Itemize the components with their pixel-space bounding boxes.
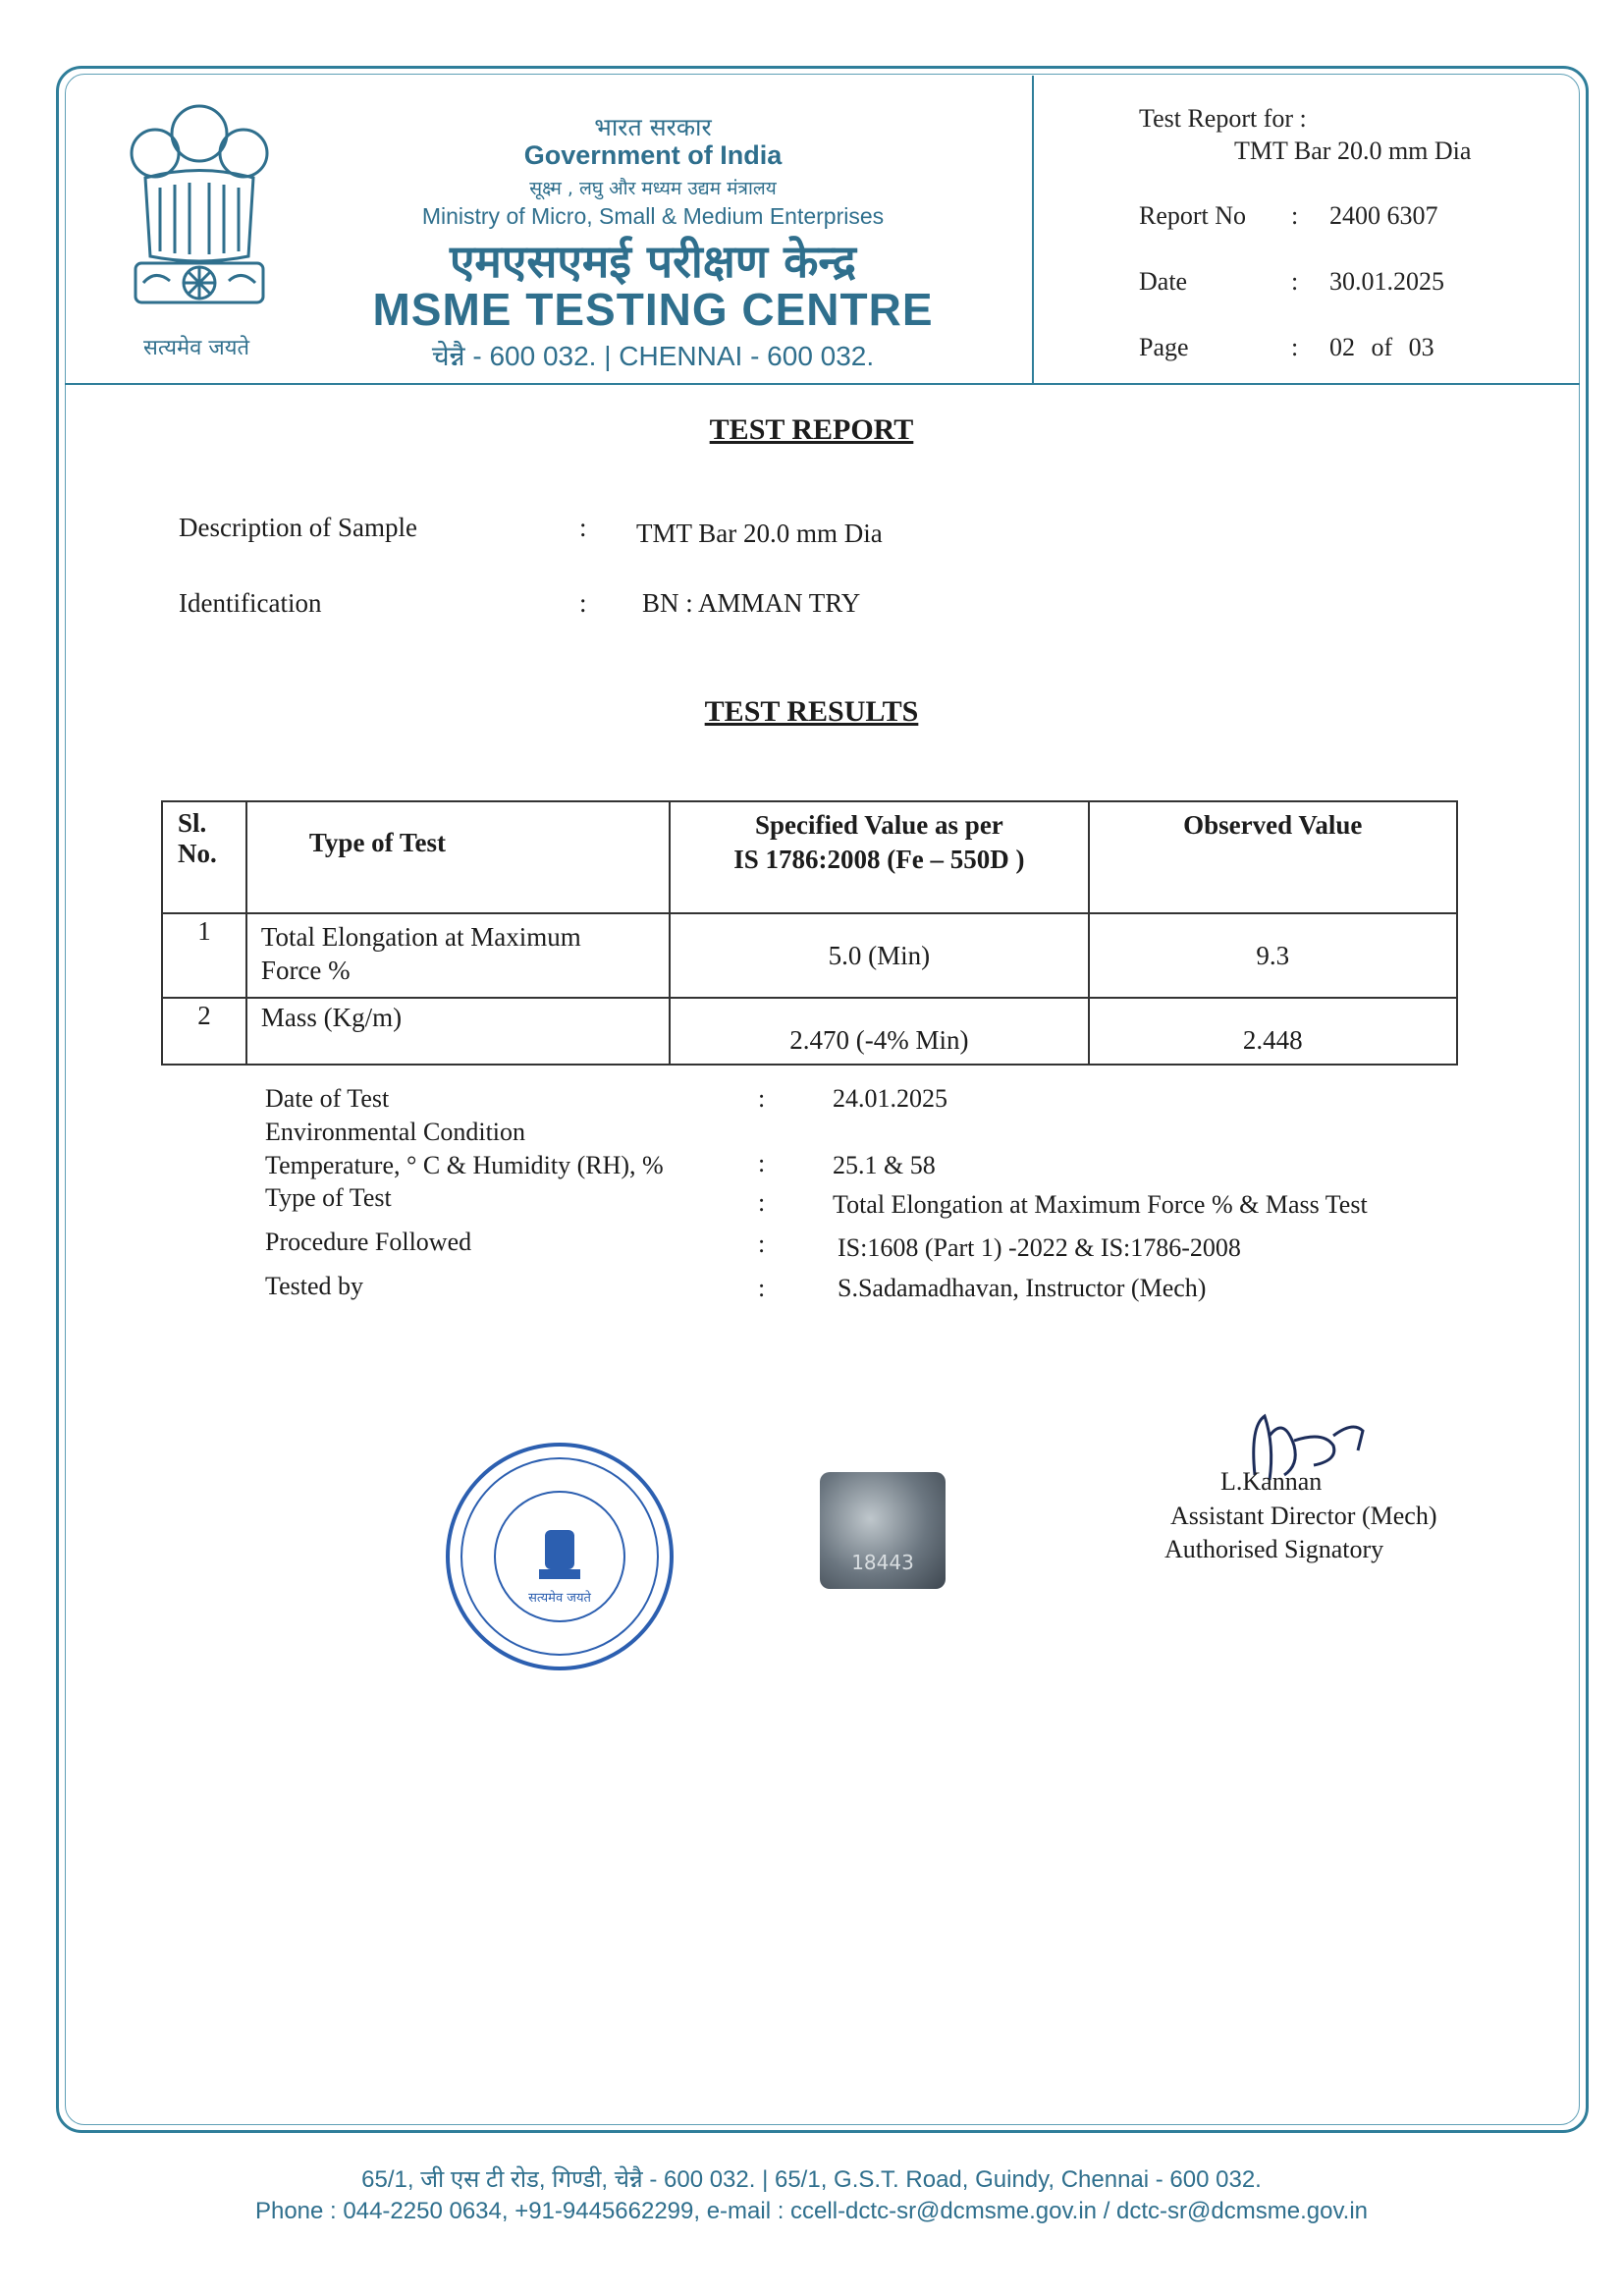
page-colon: : — [1291, 333, 1299, 361]
table-row — [162, 998, 1457, 1065]
national-emblem-icon — [116, 94, 283, 335]
procedure-value: IS:1608 (Part 1) -2022 & IS:1786-2008 — [838, 1233, 1241, 1262]
date-of-test-label: Date of Test — [265, 1084, 390, 1113]
footer-contact: Phone : 044-2250 0634, +91-9445662299, e-mail : ccell-dctc-sr@dcmsme.gov.in / dctc-sr@dcmsme.gov.in — [254, 2198, 1369, 2224]
header-sl-line2: No. — [178, 839, 217, 868]
official-seal-icon — [443, 1440, 676, 1673]
description-value: TMT Bar 20.0 mm Dia — [636, 519, 883, 548]
date-of-test-value: 24.01.2025 — [833, 1084, 947, 1113]
row2-spec: 2.470 (-4% Min) — [670, 998, 1088, 1065]
page-label: Page — [1139, 333, 1189, 361]
date-value: 30.01.2025 — [1329, 267, 1444, 296]
test-results-title: TEST RESULTS — [704, 695, 919, 728]
row1-type-line1: Total Elongation at Maximum — [260, 922, 581, 952]
report-no-label: Report No — [1139, 201, 1247, 230]
table-header-row — [162, 801, 1457, 913]
type-of-test-value: Total Elongation at Maximum Force % & Mass Test — [833, 1190, 1368, 1219]
seal-motto: सत्यमेव जयते — [528, 1591, 591, 1606]
row2-type: Mass (Kg/m) — [246, 998, 670, 1065]
tested-by-colon: : — [758, 1274, 766, 1302]
org-name-hindi: भारत सरकार — [594, 113, 712, 141]
temperature-humidity-label: Temperature, ° C & Humidity (RH), % — [265, 1151, 664, 1179]
header-spec-line1: Specified Value as per — [755, 810, 1003, 840]
tested-by-value: S.Sadamadhavan, Instructor (Mech) — [838, 1274, 1207, 1302]
test-report-title: TEST REPORT — [709, 413, 914, 446]
header-observed-value: Observed Value — [1089, 801, 1457, 913]
page-value: 02 of 03 — [1329, 333, 1434, 361]
type-of-test-colon: : — [758, 1188, 766, 1217]
row1-observed: 9.3 — [1089, 913, 1457, 998]
date-label: Date — [1139, 267, 1188, 296]
header-specified-value — [670, 801, 1088, 913]
temperature-humidity-colon: : — [758, 1149, 766, 1177]
table-row — [162, 913, 1457, 998]
hologram-number: 18443 — [851, 1551, 914, 1574]
header-sl-no — [162, 801, 246, 913]
description-colon: : — [579, 513, 587, 542]
emblem-motto: सत्यमेव जयते — [142, 336, 250, 360]
row2-observed: 2.448 — [1089, 998, 1457, 1065]
report-no-value: 2400 6307 — [1329, 201, 1438, 230]
temperature-humidity-value: 25.1 & 58 — [833, 1151, 936, 1179]
row1-sl: 1 — [162, 913, 246, 998]
header-divider — [65, 383, 1580, 385]
date-colon: : — [1291, 267, 1299, 296]
centre-name-hindi: एमएसएमई परीक्षण केन्द्र — [449, 235, 857, 288]
date-of-test-colon: : — [758, 1084, 766, 1113]
signatory-name: L.Kannan — [1220, 1467, 1323, 1496]
identification-label: Identification — [179, 588, 322, 618]
ministry-english: Ministry of Micro, Small & Medium Enterprises — [421, 203, 885, 229]
footer-address: 65/1, जी एस टी रोड, गिण्डी, चेन्नै - 600 032. | 65/1, G.S.T. Road, Guindy, Chennai - 600 032. — [361, 2166, 1262, 2193]
test-report-for-value: TMT Bar 20.0 mm Dia — [1234, 137, 1472, 165]
tested-by-label: Tested by — [265, 1272, 363, 1300]
row1-spec: 5.0 (Min) — [670, 913, 1088, 998]
ministry-hindi: सूक्ष्म , लघु और मध्यम उद्यम मंत्रालय — [529, 178, 777, 199]
row1-type — [246, 913, 670, 998]
report-no-colon: : — [1291, 201, 1299, 230]
signatory-role: Authorised Signatory — [1164, 1535, 1384, 1563]
procedure-colon: : — [758, 1230, 766, 1258]
header-sl-line1: Sl. — [178, 808, 207, 838]
centre-name-english: MSME TESTING CENTRE — [372, 284, 934, 335]
results-table — [161, 800, 1458, 1066]
environmental-condition-label: Environmental Condition — [265, 1118, 526, 1146]
test-report-for-label: Test Report for : — [1139, 104, 1307, 133]
row2-sl: 2 — [162, 998, 246, 1065]
centre-address: चेन्नै - 600 032. | CHENNAI - 600 032. — [431, 341, 875, 371]
header-type-of-test: Type of Test — [246, 801, 670, 913]
header-spec-line2: IS 1786:2008 (Fe – 550D ) — [733, 845, 1025, 874]
hologram-sticker — [820, 1472, 946, 1589]
org-name-english: Government of India — [523, 140, 783, 170]
procedure-label: Procedure Followed — [265, 1228, 472, 1256]
type-of-test-label: Type of Test — [265, 1183, 392, 1212]
row1-type-line2: Force % — [260, 956, 351, 985]
signatory-designation: Assistant Director (Mech) — [1170, 1502, 1437, 1530]
header-vertical-divider — [1032, 76, 1034, 383]
identification-colon: : — [579, 588, 587, 618]
identification-value: BN : AMMAN TRY — [642, 588, 861, 618]
description-label: Description of Sample — [179, 513, 417, 542]
